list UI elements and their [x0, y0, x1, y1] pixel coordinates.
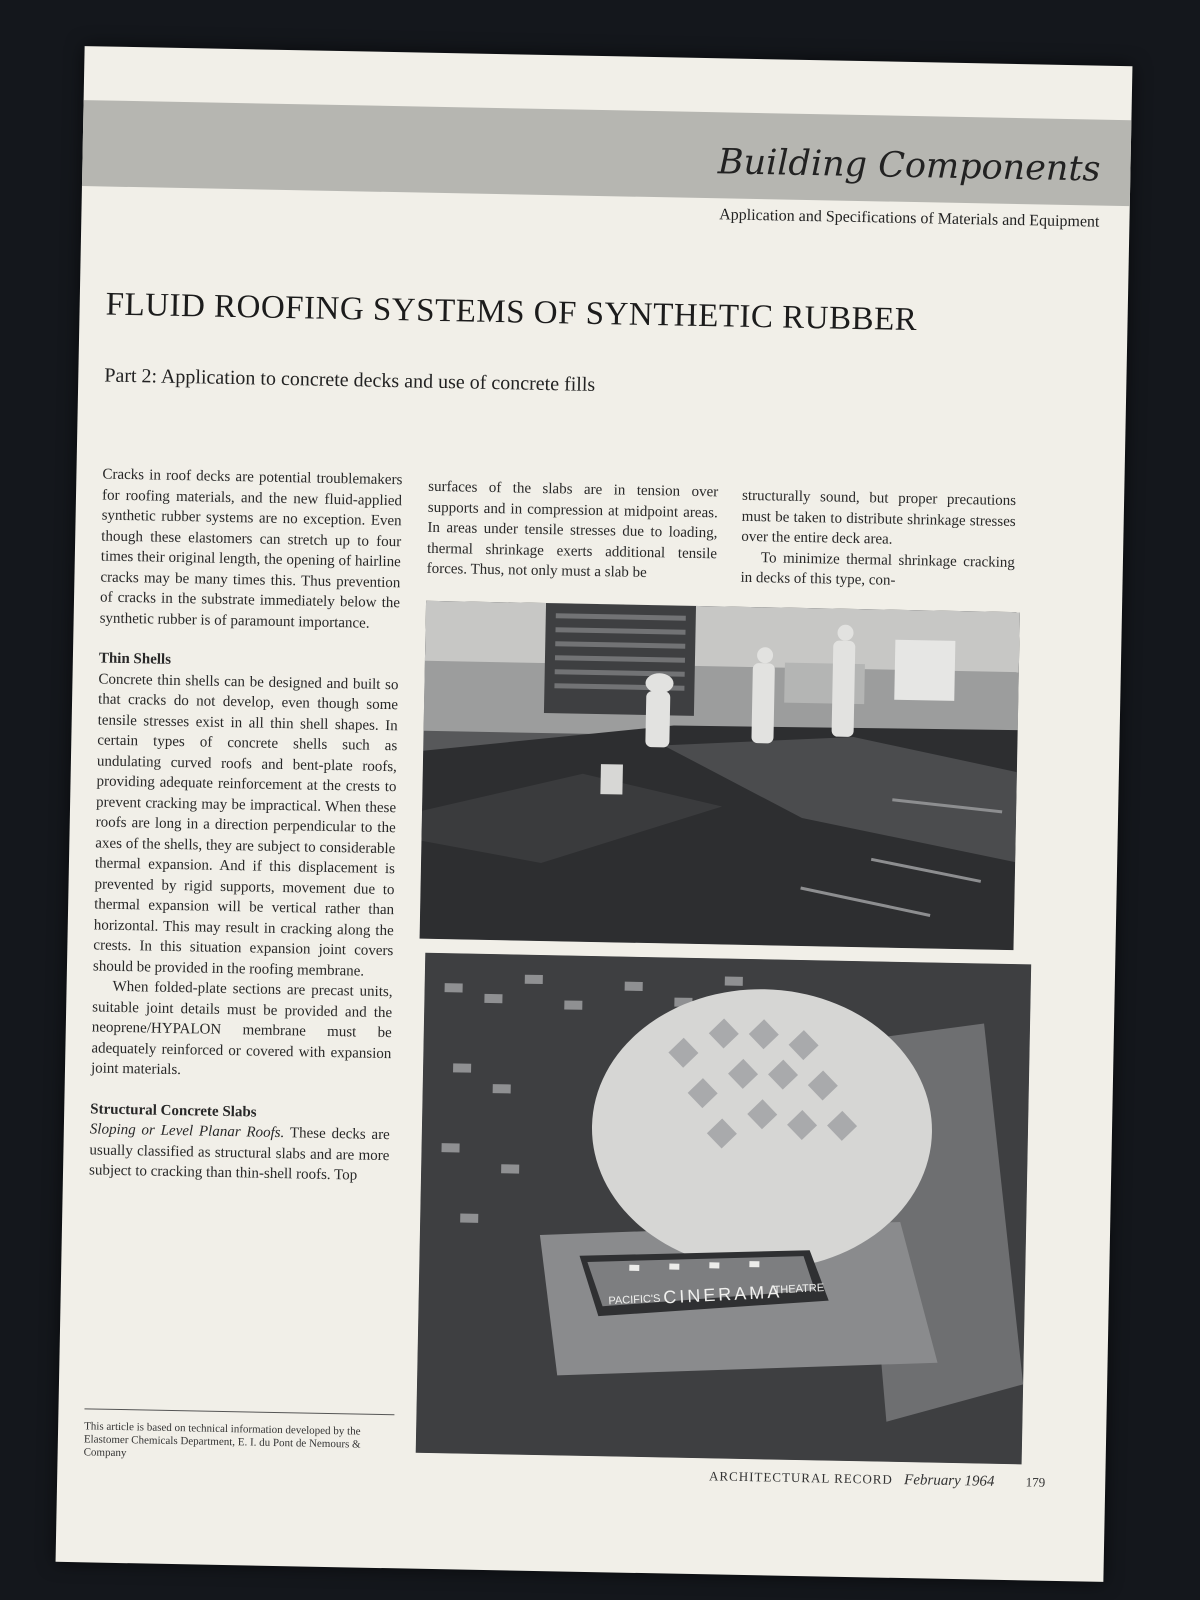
roof-workers-illustration: [420, 601, 1020, 950]
paragraph-text: These decks are usually classified as structural slabs and are more subject to cracking than thin-shell roofs. Top: [88, 1125, 390, 1184]
photo-cinerama-dome: [416, 953, 1031, 1465]
marquee-left-text: PACIFIC'S: [608, 1292, 661, 1308]
paragraph: surfaces of the slabs are in tension over supports and in compression at midpoint areas. In areas under tensile stresses due to loading, thermal shrinkage exerts additional tensile forces. Thus, not only must a slab be: [426, 478, 719, 581]
footnote: This article is based on technical information developed by the Elastomer Chemicals Department, E. I. du Pont de Nemours & Company: [83, 1420, 361, 1460]
section-band: [82, 100, 1131, 206]
paragraph: To minimize thermal shrinkage cracking in decks of this type, con-: [740, 549, 1016, 589]
marquee-main-text: CINERAMA: [662, 1281, 783, 1308]
issue-date: February 1964: [903, 1472, 995, 1490]
footnote-rule: [84, 1408, 394, 1415]
section-heading-structural-slabs: Structural Concrete Slabs: [90, 1100, 257, 1121]
magazine-name: ARCHITECTURAL RECORD: [708, 1468, 894, 1487]
article-subtitle: Part 2: Application to concrete decks and use of concrete fills: [104, 364, 596, 396]
section-subtitle: Application and Specifications of Materials and Equipment: [719, 206, 1100, 231]
photo-roof-workers: [420, 601, 1020, 950]
text-column-3: [740, 486, 1016, 594]
section-heading-thin-shells: Thin Shells: [98, 650, 172, 668]
marquee-right-text: THEATRE: [773, 1281, 825, 1297]
text-column-2: [426, 477, 718, 585]
magazine-page: [56, 46, 1133, 1582]
paragraph: When folded-plate sections are precast units, suitable joint details must be provided and the neoprene/HYPALON membrane must be adequately reinforced or covered with expansion joint materials.: [90, 978, 393, 1079]
paragraph: structurally sound, but proper precautions must be taken to distribute shrinkage stresses over the entire deck area.: [741, 487, 1017, 548]
cinerama-dome-illustration: [416, 953, 1031, 1465]
article-title: FLUID ROOFING SYSTEMS OF SYNTHETIC RUBBER: [105, 286, 918, 339]
page-footer: [709, 1468, 1045, 1491]
paragraph: [89, 1119, 390, 1186]
paragraph: Concrete thin shells can be designed and built so that cracks do not develop, even though some tensile stresses exist in all thin shell shapes. In certain types of concrete shells such as undulating curved roofs and bent-plate roofs, providing adequate reinforcement at the crests to prevent cracking may be impractical. When these roofs are long in a direction perpendicular to the axes of the shells, they are subject to considerable thermal expansion. And if this displacement is prevented by rigid supports, movement due to thermal expansion will be vertical rather than horizontal. This may result in cracking along the crests. In this situation expansion joint covers should be provided in the roofing membrane.: [92, 670, 399, 980]
section-title: Building Components: [717, 142, 1101, 190]
paragraph: Cracks in roof decks are potential troublemakers for roofing materials, and the new fluid-applied synthetic rubber systems are no exception. Even though these elastomers can stretch up to four times their original length, the opening of hairline cracks may be many times this. Thus prevention of cracks in the substrate immediately below the synthetic rubber is of paramount importance.: [99, 466, 403, 632]
page-number: 179: [1025, 1474, 1046, 1490]
run-in-heading: Sloping or Level Planar Roofs.: [89, 1121, 285, 1142]
text-column-1: [89, 465, 403, 1187]
